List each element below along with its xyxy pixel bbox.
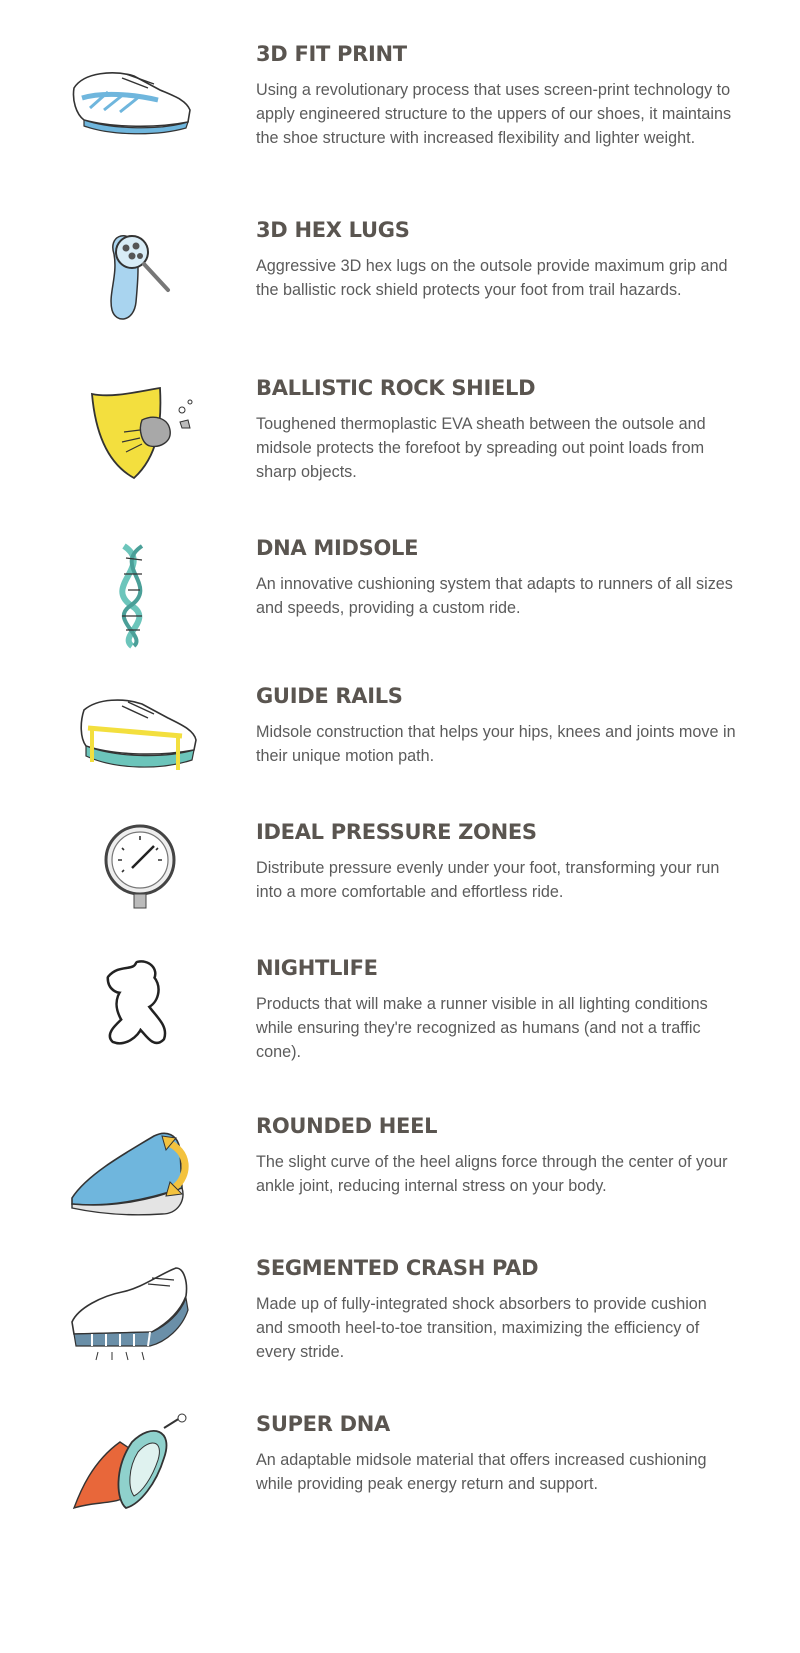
feature-title: 3D HEX LUGS [256,218,410,242]
feature-title: BALLISTIC ROCK SHIELD [256,376,536,400]
feature-description: Products that will make a runner visible in all lighting conditions while ensuring they're recognized as humans (and not a traffic cone). [256,995,708,1061]
feature-description: An adaptable midsole material that offers increased cushioning while providing peak energy return and support. [256,1451,707,1493]
feature-description: Aggressive 3D hex lugs on the outsole provide maximum grip and the ballistic rock shield protects your foot from trail hazards. [256,257,728,299]
feature-title: NIGHTLIFE [256,956,378,980]
runner-silhouette-icon [62,956,202,1066]
feature-description: The slight curve of the heel aligns force through the center of your ankle joint, reducing internal stress on your body. [256,1153,728,1195]
feature-description: Using a revolutionary process that uses screen-print technology to apply engineered structure to the uppers of our shoes, it maintains the shoe structure with increased flexibility and lighter weight. [256,81,732,147]
feature-description: Toughened thermoplastic EVA sheath between the outsole and midsole protects the forefoot by spreading out point loads from sharp objects. [256,415,706,481]
feature-description: Midsole construction that helps your hips, knees and joints move in their unique motion path. [256,723,736,765]
feature-title: IDEAL PRESSURE ZONES [256,820,537,844]
super-dna-cape-icon [62,1412,202,1522]
shoe-fit-print-icon [62,54,202,164]
shoe-guide-rails-icon [62,684,202,794]
outsole-magnifier-icon [62,224,202,334]
feature-title: SEGMENTED CRASH PAD [256,1256,539,1280]
feature-title: GUIDE RAILS [256,684,403,708]
feature-title: ROUNDED HEEL [256,1114,438,1138]
feature-title: DNA MIDSOLE [256,536,419,560]
feature-description: Distribute pressure evenly under your foot, transforming your run into a more comfortable and effortless ride. [256,859,720,901]
shield-rock-icon [62,380,202,490]
feature-description: An innovative cushioning system that adapts to runners of all sizes and speeds, providing a custom ride. [256,575,733,617]
dna-helix-icon [62,540,202,650]
shoe-crash-pad-icon [62,1262,202,1372]
pressure-gauge-icon [62,818,202,928]
rounded-heel-icon [62,1116,202,1226]
feature-description: Made up of fully-integrated shock absorbers to provide cushion and smooth heel-to-toe transition, maximizing the efficiency of every stride. [256,1295,707,1361]
feature-title: SUPER DNA [256,1412,390,1436]
feature-title: 3D FIT PRINT [256,42,407,66]
